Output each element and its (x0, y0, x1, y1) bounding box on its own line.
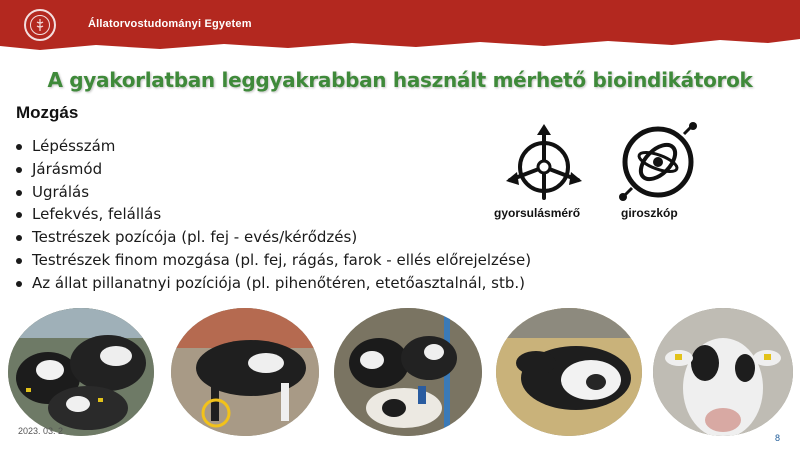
cow-portrait-photo (653, 308, 793, 436)
bullet-list (16, 135, 531, 295)
accelerometer-icon (503, 122, 585, 208)
list-item: Testrészek pozícója (pl. fej - evés/kérődzés) (16, 226, 531, 249)
list-item: Testrészek finom mozgása (pl. fej, rágás, farok - ellés előrejelzése) (16, 249, 531, 272)
page-number: 8 (775, 433, 781, 443)
cows-at-feeder-photo (334, 308, 482, 436)
gyroscope-label: giroszkóp (621, 206, 678, 220)
list-item: Ugrálás (16, 181, 531, 204)
slide-title: A gyakorlatban leggyakrabban használt mérhető bioindikátorok (47, 68, 753, 92)
walking-cow-photo (171, 308, 319, 436)
lying-cow-photo (496, 308, 642, 436)
section-heading: Mozgás (16, 103, 79, 122)
list-item: Az állat pillanatnyi pozíciója (pl. pihenőtéren, etetőasztalnál, stb.) (16, 272, 531, 295)
slide-date: 2023. 03. 2 (18, 426, 64, 436)
gyroscope-icon (618, 122, 700, 208)
university-seal-icon (24, 9, 56, 41)
list-item: Lefekvés, felállás (16, 203, 531, 226)
cattle-herd-photo (8, 308, 154, 436)
list-item: Lépésszám (16, 135, 531, 158)
accelerometer-label: gyorsulásmérő (494, 206, 581, 220)
university-name: Állatorvostudományi Egyetem (88, 18, 252, 30)
list-item: Járásmód (16, 158, 531, 181)
